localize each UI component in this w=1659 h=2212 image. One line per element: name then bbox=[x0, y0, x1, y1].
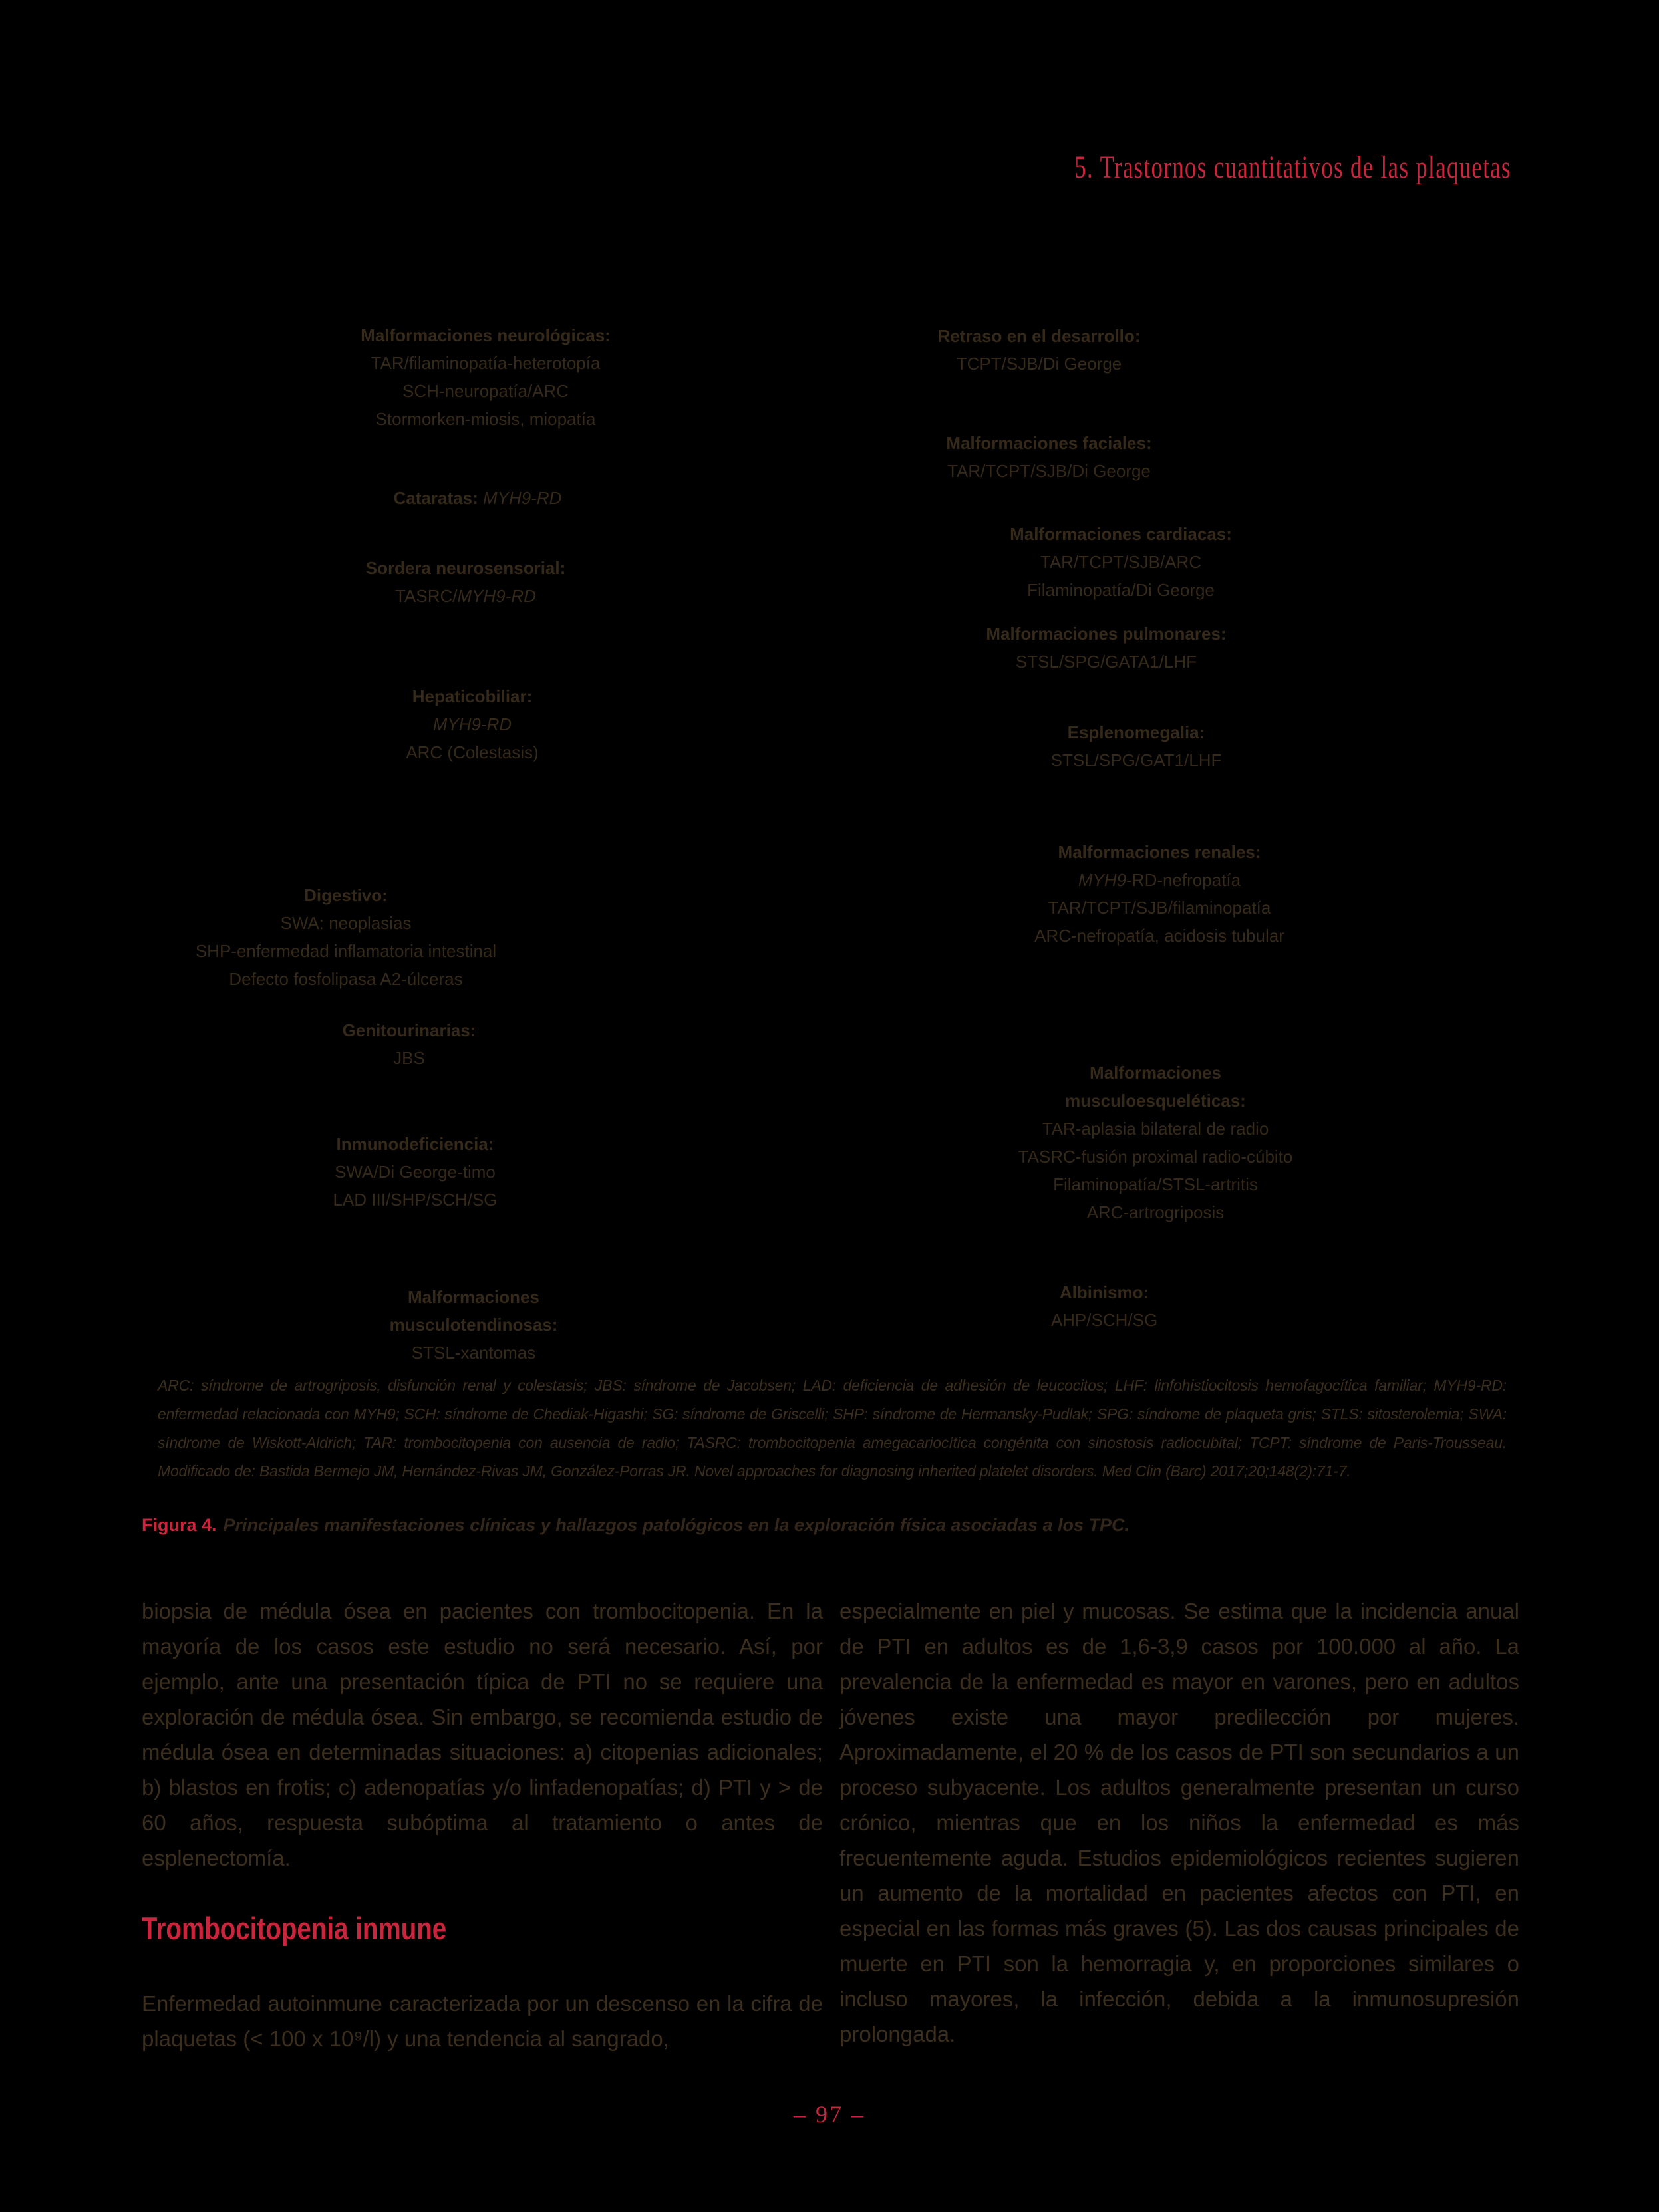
figure-label-line: STSL-xantomas bbox=[411, 1343, 536, 1363]
figure-label-line: Malformaciones bbox=[1090, 1063, 1221, 1083]
figure-label-line: TAR-aplasia bilateral de radio bbox=[1042, 1119, 1269, 1139]
figure-label-line: STSL/SPG/GATA1/LHF bbox=[1015, 652, 1197, 672]
figure-label-line: Retraso en el desarrollo: bbox=[937, 326, 1141, 346]
figure-label-line: Malformaciones renales: bbox=[1058, 842, 1261, 862]
figure-label-line: Inmunodeficiencia: bbox=[336, 1134, 494, 1154]
figure-label-line: MYH9-RD-nefropatía bbox=[1078, 870, 1241, 890]
figure-label-line: SHP-enfermedad inflamatoria intestinal bbox=[195, 941, 497, 961]
figure-label bbox=[333, 1130, 497, 1214]
figure-label bbox=[1051, 718, 1222, 774]
figure-label-line: Malformaciones pulmonares: bbox=[986, 624, 1227, 644]
figure-label bbox=[1034, 838, 1284, 950]
figure-label bbox=[1018, 1059, 1293, 1226]
figure-label-line: JBS bbox=[393, 1048, 425, 1068]
figure-label-line: Defecto fosfolipasa A2-úlceras bbox=[229, 969, 463, 989]
page-number: – 97 – bbox=[794, 2101, 865, 2128]
figure-label-line: SWA/Di George-timo bbox=[335, 1162, 496, 1182]
figure-label-line: musculotendinosas: bbox=[389, 1315, 558, 1335]
figure-label-line: ARC-nefropatía, acidosis tubular bbox=[1034, 926, 1284, 946]
figure-label-line: TAR/filaminopatía-heterotopía bbox=[371, 353, 601, 373]
figure-label-line: SCH-neuropatía/ARC bbox=[402, 381, 569, 401]
figure-label-line: Malformaciones cardiacas: bbox=[1010, 524, 1232, 544]
body-paragraph-right: especialmente en piel y mucosas. Se estima que la incidencia anual de PTI en adultos es de 1,6-3,9 casos por 100.000 al año. La prevalencia de la enfermedad es mayor en varones, pero en adultos jóvenes existe una mayor predilección por mujeres. Aproximadamente, el 20 % de los casos de PTI son secundarios a un proceso subyacente. Los adultos generalmente presentan un curso crónico, mientras que en los niños la enfermedad es más frecuentemente aguda. Estudios epidemiológicos recientes sugieren un aumento de la mortalidad en pacientes afectos con PTI, en especial en las formas más graves (5). Las dos causas principales de muerte en PTI son la hemorragia y, en proporciones similares o incluso mayores, la infección, debida a la inmunosupresión prolongada. bbox=[839, 1599, 1519, 2046]
figure-label-line: Hepaticobiliar: bbox=[412, 686, 533, 706]
figure-label-line: TASRC/MYH9-RD bbox=[395, 586, 536, 606]
figure-label-line: Filaminopatía/Di George bbox=[1027, 580, 1215, 600]
figure-label-line: TCPT/SJB/Di George bbox=[956, 354, 1122, 374]
figure-label-line: STSL/SPG/GAT1/LHF bbox=[1050, 750, 1222, 770]
figure-label-line: Sordera neurosensorial: bbox=[365, 558, 566, 578]
figure-label-line: Malformaciones neurológicas: bbox=[361, 325, 611, 345]
figure-label bbox=[343, 1016, 476, 1072]
figure-label-line: Genitourinarias: bbox=[342, 1020, 476, 1040]
figure-label-line: MYH9-RD bbox=[432, 714, 512, 734]
figure-label-line: Digestivo: bbox=[304, 885, 388, 905]
figure-footnote: ARC: síndrome de artrogriposis, disfunción renal y colestasis; JBS: síndrome de Jacobsen; LAD: deficiencia de adhesión de leucocitos; LHF: linfohistiocitosis hemofagocítica familiar; MYH9-RD: enfermedad relacionada con MYH9; SCH: síndrome de Chediak-Higashi; SG: síndrome de Griscelli; SHP: síndrome de Hermansky-Pudlak; SPG: síndrome de plaqueta gris; STLS: sitosterolemia; SWA: síndrome de Wiskott-Aldrich; TAR: trombocitopenia con ausencia de radio; TASRC: trombocitopenia amegacariocítica congénita con sinostosis radiocubital; TCPT: síndrome de Paris-Trousseau. Modificado de: Bastida Bermejo JM, Hernández-Rivas JM, González-Porras JR. Novel approaches for diagnosing inherited platelet disorders. Med Clin (Barc) 2017;20;148(2):71-7. bbox=[158, 1377, 1507, 1480]
figure-label bbox=[938, 322, 1141, 378]
figure-label-line: LAD III/SHP/SCH/SG bbox=[333, 1190, 498, 1210]
section-heading: Trombocitopenia inmune bbox=[142, 1911, 447, 1946]
figure-label bbox=[394, 484, 562, 512]
figure-label-line: musculoesqueléticas: bbox=[1065, 1091, 1246, 1111]
figure-caption-text: Principales manifestaciones clínicas y hallazgos patológicos en la exploración física asociadas a los TPC. bbox=[223, 1515, 1130, 1535]
figure-label-line: Stormorken-miosis, miopatía bbox=[375, 409, 596, 429]
figure-label-line: TAR/TCPT/SJB/ARC bbox=[1040, 552, 1202, 572]
body-paragraph-left-1: biopsia de médula ósea en pacientes con trombocitopenia. En la mayoría de los casos este estudio no será necesario. Así, por ejemplo, ante una presentación típica de PTI no se requiere una exploración de médula ósea. Sin embargo, se recomienda estudio de médula ósea en determinadas situaciones: a) citopenias adicionales; b) blastos en frotis; c) adenopatías y/o linfadenopatías; d) PTI y > de 60 años, respuesta subóptima al tratamiento o antes de esplenectomía. bbox=[142, 1599, 823, 1870]
figure-label bbox=[366, 554, 566, 610]
figure-label-line: TAR/TCPT/SJB/Di George bbox=[947, 461, 1151, 481]
figure-label bbox=[390, 1283, 558, 1367]
figure-label-line: SWA: neoplasias bbox=[280, 913, 412, 933]
figure-label bbox=[946, 429, 1151, 485]
figure-label-line: AHP/SCH/SG bbox=[1050, 1310, 1158, 1330]
figure-label bbox=[196, 881, 496, 993]
figure-label-line: ARC (Colestasis) bbox=[406, 742, 539, 762]
figure-label bbox=[1010, 520, 1232, 604]
figure-label-line: Cataratas: MYH9-RD bbox=[393, 488, 562, 508]
figure-label-line: Malformaciones bbox=[408, 1287, 539, 1307]
figure-label bbox=[361, 321, 611, 433]
figure-label bbox=[1051, 1278, 1157, 1334]
body-paragraph-left-2: Enfermedad autoinmune caracterizada por un descenso en la cifra de plaquetas (< 100 x 10⁹/l) y una tendencia al sangrado, bbox=[142, 1991, 823, 2051]
figure-label-line: TAR/TCPT/SJB/filaminopatía bbox=[1048, 898, 1271, 918]
figure-label-line: ARC-artrogriposis bbox=[1086, 1202, 1225, 1222]
figure-label-line: TASRC-fusión proximal radio-cúbito bbox=[1018, 1147, 1293, 1167]
figure-label-line: Esplenomegalia: bbox=[1067, 722, 1205, 742]
figure-caption bbox=[142, 1515, 1130, 1536]
figure-label-line: Filaminopatía/STSL-artritis bbox=[1053, 1175, 1258, 1194]
figure-caption-label: Figura 4. bbox=[142, 1515, 217, 1535]
figure-label bbox=[406, 682, 538, 766]
figure-label bbox=[986, 620, 1226, 676]
figure-label-line: Albinismo: bbox=[1059, 1282, 1149, 1302]
chapter-header: 5. Trastornos cuantitativos de las plaquetas bbox=[1074, 150, 1511, 185]
figure-label-line: Malformaciones faciales: bbox=[946, 433, 1152, 453]
